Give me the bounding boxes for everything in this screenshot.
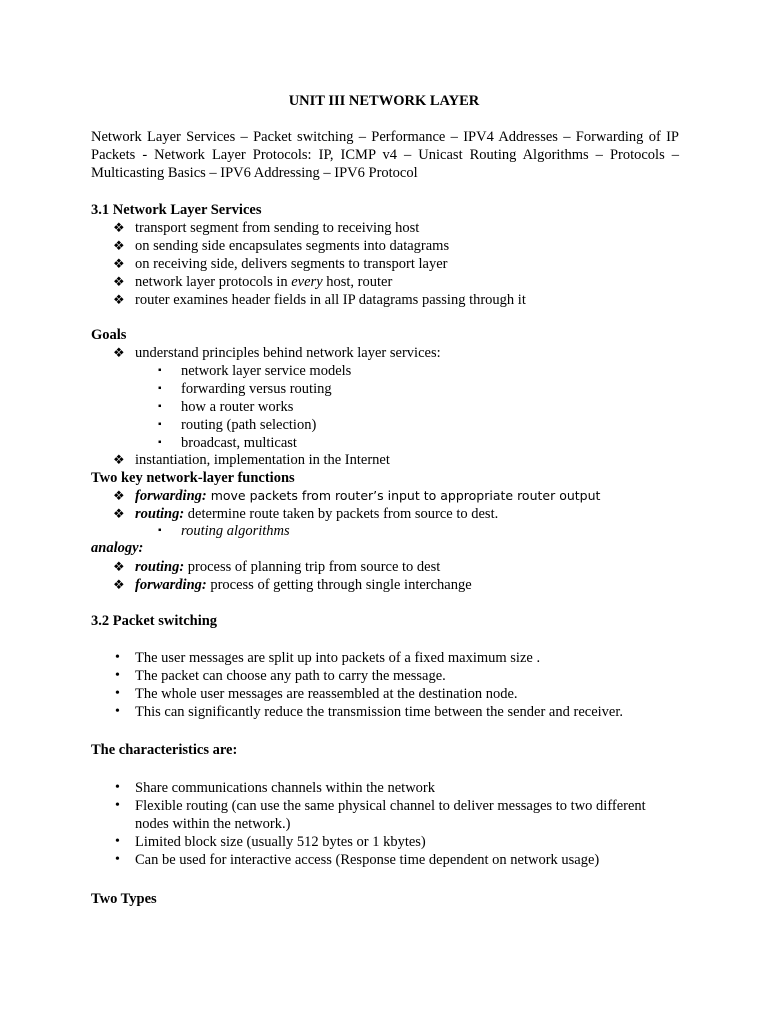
list-item: • Can be used for interactive access (Response time dependent on network usage) [115, 852, 600, 868]
list-item: • Share communications channels within the network [115, 780, 435, 796]
goals-list-continued [113, 451, 390, 469]
list-item: ❖ routing: determine route taken by packets from source to dest. [113, 506, 499, 522]
list-item: ❖ forwarding: process of getting through single interchange [113, 577, 472, 593]
packet-switching-list [115, 649, 623, 721]
dot-bullet-icon: • [115, 650, 120, 665]
key-functions-sub-list [158, 522, 290, 540]
list-item: ▪ network layer service models [158, 363, 352, 379]
diamond-bullet-icon: ❖ [113, 292, 125, 307]
section-heading-key-functions: Two key network-layer functions [91, 470, 295, 486]
diamond-bullet-icon: ❖ [113, 559, 125, 574]
dot-bullet-icon: • [115, 668, 120, 683]
square-bullet-icon: ▪ [158, 383, 162, 394]
list-item: ❖ instantiation, implementation in the Internet [113, 452, 390, 468]
list-item: ▪ routing (path selection) [158, 417, 317, 433]
diamond-bullet-icon: ❖ [113, 220, 125, 235]
diamond-bullet-icon: ❖ [113, 506, 125, 521]
list-item: • The whole user messages are reassembled at the destination node. [115, 686, 518, 702]
dot-bullet-icon: • [115, 852, 120, 867]
page-title: UNIT III NETWORK LAYER [288, 93, 480, 109]
key-functions-list [113, 487, 601, 523]
section-heading-packet-switching: 3.2 Packet switching [91, 613, 218, 629]
list-item: ▪ broadcast, multicast [158, 435, 297, 451]
list-item: • The packet can choose any path to carry the message. [115, 668, 446, 684]
diamond-bullet-icon: ❖ [113, 488, 125, 503]
goals-sub-list [158, 362, 352, 452]
list-item: ❖ on receiving side, delivers segments to transport layer [113, 256, 448, 272]
list-item: ❖ forwarding: move packets from router’s input to appropriate router output [113, 488, 601, 504]
goals-list [113, 344, 441, 362]
list-item: • Limited block size (usually 512 bytes or 1 kbytes) [115, 834, 426, 850]
list-item: ❖ router examines header fields in all IP datagrams passing through it [113, 292, 526, 308]
square-bullet-icon: ▪ [158, 365, 162, 376]
analogy-list [113, 558, 472, 594]
list-item: ❖ network layer protocols in every host, router [113, 274, 393, 290]
dot-bullet-icon: • [115, 780, 120, 795]
dot-bullet-icon: • [115, 834, 120, 849]
emphasis-text: every [291, 274, 323, 290]
dot-bullet-icon: • [115, 798, 120, 813]
dot-bullet-icon: • [115, 704, 120, 719]
square-bullet-icon: ▪ [158, 401, 162, 412]
square-bullet-icon: ▪ [158, 419, 162, 430]
list-item: ❖ routing: process of planning trip from source to dest [113, 559, 441, 575]
diamond-bullet-icon: ❖ [113, 274, 125, 289]
diamond-bullet-icon: ❖ [113, 577, 125, 592]
unit-overview: Network Layer Services – Packet switching – Performance – IPV4 Addresses – Forwarding of IP Packets - Network Layer Protocols: IP, ICMP v4 – Unicast Routing Algorithms – Protocols – Multicasting Basics – IPV6 Addressing – IPV6 Protocol [91, 129, 679, 181]
section-heading-characteristics: The characteristics are: [91, 742, 238, 758]
diamond-bullet-icon: ❖ [113, 345, 125, 360]
network-layer-services-list [113, 219, 526, 309]
list-item: • Flexible routing (can use the same physical channel to deliver messages to two different nodes within the network.) [115, 798, 646, 832]
list-item: • The user messages are split up into packets of a fixed maximum size . [115, 650, 541, 666]
list-item: ❖ understand principles behind network layer services: [113, 345, 441, 361]
square-bullet-icon: ▪ [158, 525, 162, 536]
diamond-bullet-icon: ❖ [113, 238, 125, 253]
list-item: ▪ forwarding versus routing [158, 381, 332, 397]
list-item: ❖ on sending side encapsulates segments into datagrams [113, 238, 450, 254]
list-item: ❖ transport segment from sending to receiving host [113, 220, 420, 236]
square-bullet-icon: ▪ [158, 437, 162, 448]
list-item: • This can significantly reduce the transmission time between the sender and receiver. [115, 704, 623, 720]
analogy-heading: analogy: [91, 540, 144, 556]
diamond-bullet-icon: ❖ [113, 452, 125, 467]
characteristics-list [115, 779, 680, 869]
section-heading-two-types: Two Types [91, 891, 157, 907]
dot-bullet-icon: • [115, 686, 120, 701]
section-heading-goals: Goals [91, 327, 127, 343]
diamond-bullet-icon: ❖ [113, 256, 125, 271]
section-heading-network-layer-services: 3.1 Network Layer Services [91, 202, 262, 218]
list-item: ▪ routing algorithms [158, 523, 290, 539]
list-item: ▪ how a router works [158, 399, 294, 415]
